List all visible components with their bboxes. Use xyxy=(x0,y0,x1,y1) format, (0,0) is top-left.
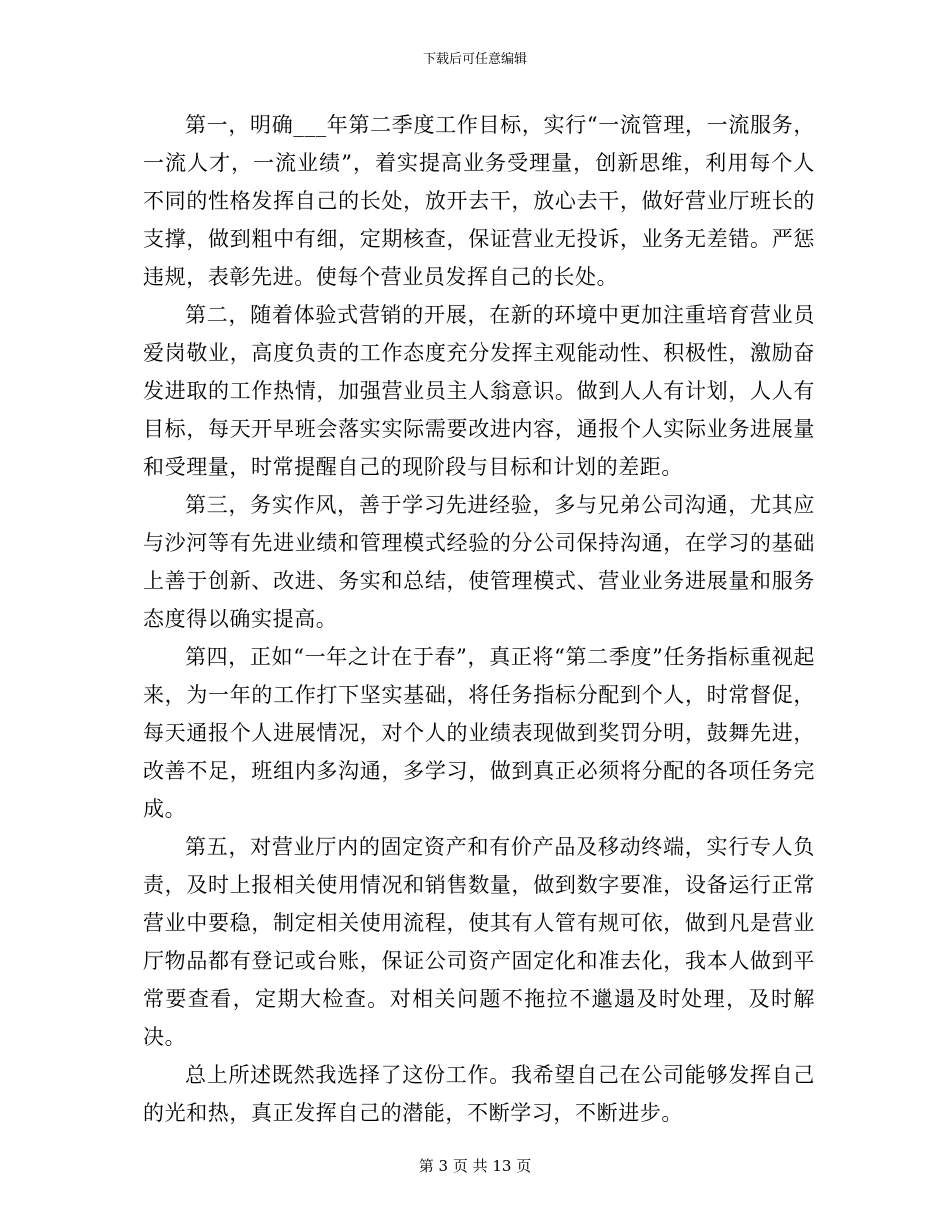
paragraph-experiential-marketing: 第二，随着体验式营销的开展，在新的环境中更加注重培育营业员爱岗敬业，高度负责的工作态度充分发挥主观能动性、积极性，激励奋发进取的工作热情，加强营业员主人翁意识。做到人人有计划，人人有目标，每天开早班会落实实际需要改进内容，通报个人实际业务进展量和受理量，时常提醒自己的现阶段与目标和计划的差距。 xyxy=(143,303,815,479)
paragraph-task-targets: 第四，正如“一年之计在于春”，真正将“第二季度”任务指标重视起来，为一年的工作打下坚实基础，将任务指标分配到个人，时常督促，每天通报个人进展情况，对个人的业绩表现做到奖罚分明，鼓舞先进，改善不足，班组内多沟通，多学习，做到真正必须将分配的各项任务完成。 xyxy=(143,645,815,821)
paragraph-conclusion: 总上所述既然我选择了这份工作。我希望自己在公司能够发挥自己的光和热，真正发挥自己的潜能，不断学习，不断进步。 xyxy=(143,1063,815,1125)
paragraph-asset-management: 第五，对营业厅内的固定资产和有价产品及移动终端，实行专人负责，及时上报相关使用情况和销售数量，做到数字要准，设备运行正常营业中要稳，制定相关使用流程，使其有人管有规可依，做到凡是营业厅物品都有登记或台账，保证公司资产固定化和准去化，我本人做到平常要查看，定期大检查。对相关问题不拖拉不邋遢及时处理，及时解决。 xyxy=(143,835,815,1049)
paragraph-goals: 第一，明确___年第二季度工作目标，实行“一流管理，一流服务，一流人才，一流业绩”，着实提高业务受理量，创新思维，利用每个人不同的性格发挥自己的长处，放开去干，放心去干，做好营业厅班长的支撑，做到粗中有细，定期核查，保证营业无投诉，业务无差错。严惩违规，表彰先进。使每个营业员发挥自己的长处。 xyxy=(143,113,815,289)
document-body xyxy=(143,106,815,1132)
page-header: 下载后可任意编辑 xyxy=(422,52,527,67)
page-number: 第 3 页 共 13 页 xyxy=(418,1157,532,1175)
paragraph-work-style: 第三，务实作风，善于学习先进经验，多与兄弟公司沟通，尤其应与沙河等有先进业绩和管理模式经验的分公司保持沟通，在学习的基础上善于创新、改进、务实和总结，使管理模式、营业业务进展量和服务态度得以确实提高。 xyxy=(143,493,815,631)
